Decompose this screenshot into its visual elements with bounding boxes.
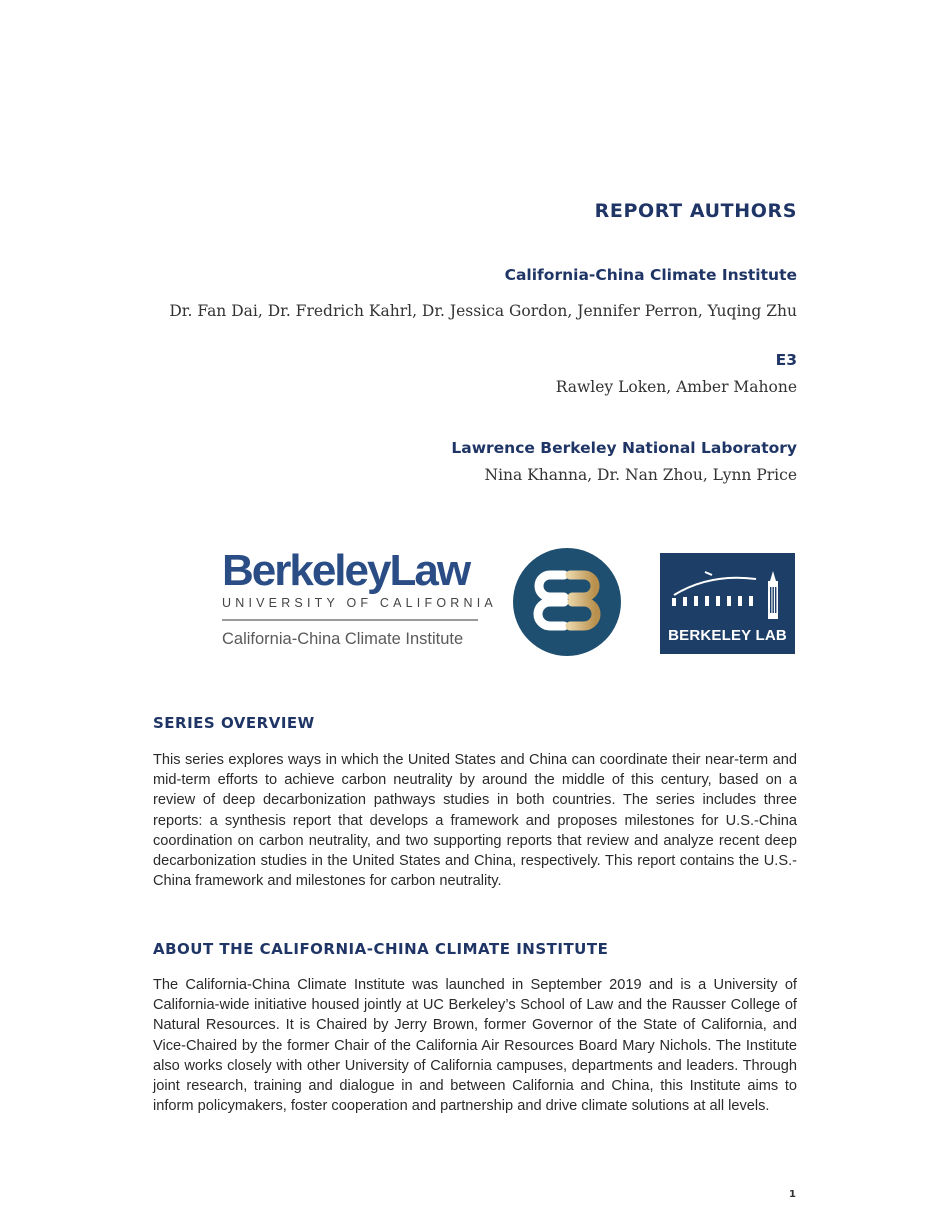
series-overview-title: SERIES OVERVIEW xyxy=(153,714,315,732)
org-name-ccci: California-China Climate Institute xyxy=(504,266,797,284)
e3-logo-icon xyxy=(512,547,622,657)
berkeley-lab-label: BERKELEY LAB xyxy=(668,627,787,644)
about-institute-title: ABOUT THE CALIFORNIA-CHINA CLIMATE INSTITUTE xyxy=(153,940,609,958)
org-people-ccci: Dr. Fan Dai, Dr. Fredrich Kahrl, Dr. Jessica Gordon, Jennifer Perron, Yuqing Zhu xyxy=(169,302,797,320)
berkeley-law-logo xyxy=(222,546,497,660)
about-institute-body: The California-China Climate Institute was launched in September 2019 and is a University of California-wide initiative housed jointly at UC Berkeley’s School of Law and the Rausser College of Natural Resources. It is Chaired by Jerry Brown, former Governor of the State of California, and Vice-Chaired by the former Chair of the California Air Resources Board Mary Nichols. The Institute also works closely with other University of California campuses, departments and leaders. Through joint research, training and dialogue in and between California and China, this Institute aims to inform policymakers, foster cooperation and partnership and drive climate solutions at all levels. xyxy=(153,977,797,1115)
berkeley-law-wordmark: BerkeleyLaw xyxy=(222,546,470,595)
org-people-e3: Rawley Loken, Amber Mahone xyxy=(555,378,797,396)
report-authors-title: REPORT AUTHORS xyxy=(594,200,797,222)
series-overview-body: This series explores ways in which the United States and China can coordinate their near-term and mid-term efforts to achieve carbon neutrality by around the middle of this century, based on a review of deep decarbonization pathways studies in both countries. The series includes three reports: a synthesis report that develops a framework and proposes milestones for U.S.-China coordination on carbon neutrality, and two supporting reports that review and analyze recent deep decarbonization studies in the United States and China, respectively. This report contains the U.S.-China framework and milestones for carbon neutrality. xyxy=(153,752,797,890)
berkeley-law-divider xyxy=(222,619,478,621)
org-name-lbnl: Lawrence Berkeley National Laboratory xyxy=(451,439,797,457)
berkeley-lab-logo xyxy=(660,553,795,654)
org-people-lbnl: Nina Khanna, Dr. Nan Zhou, Lynn Price xyxy=(484,466,797,484)
org-name-e3: E3 xyxy=(775,351,797,369)
berkeley-law-subline: UNIVERSITY OF CALIFORNIA xyxy=(222,596,497,610)
page-number: 1 xyxy=(789,1189,796,1200)
berkeley-law-program: California-China Climate Institute xyxy=(222,629,464,648)
